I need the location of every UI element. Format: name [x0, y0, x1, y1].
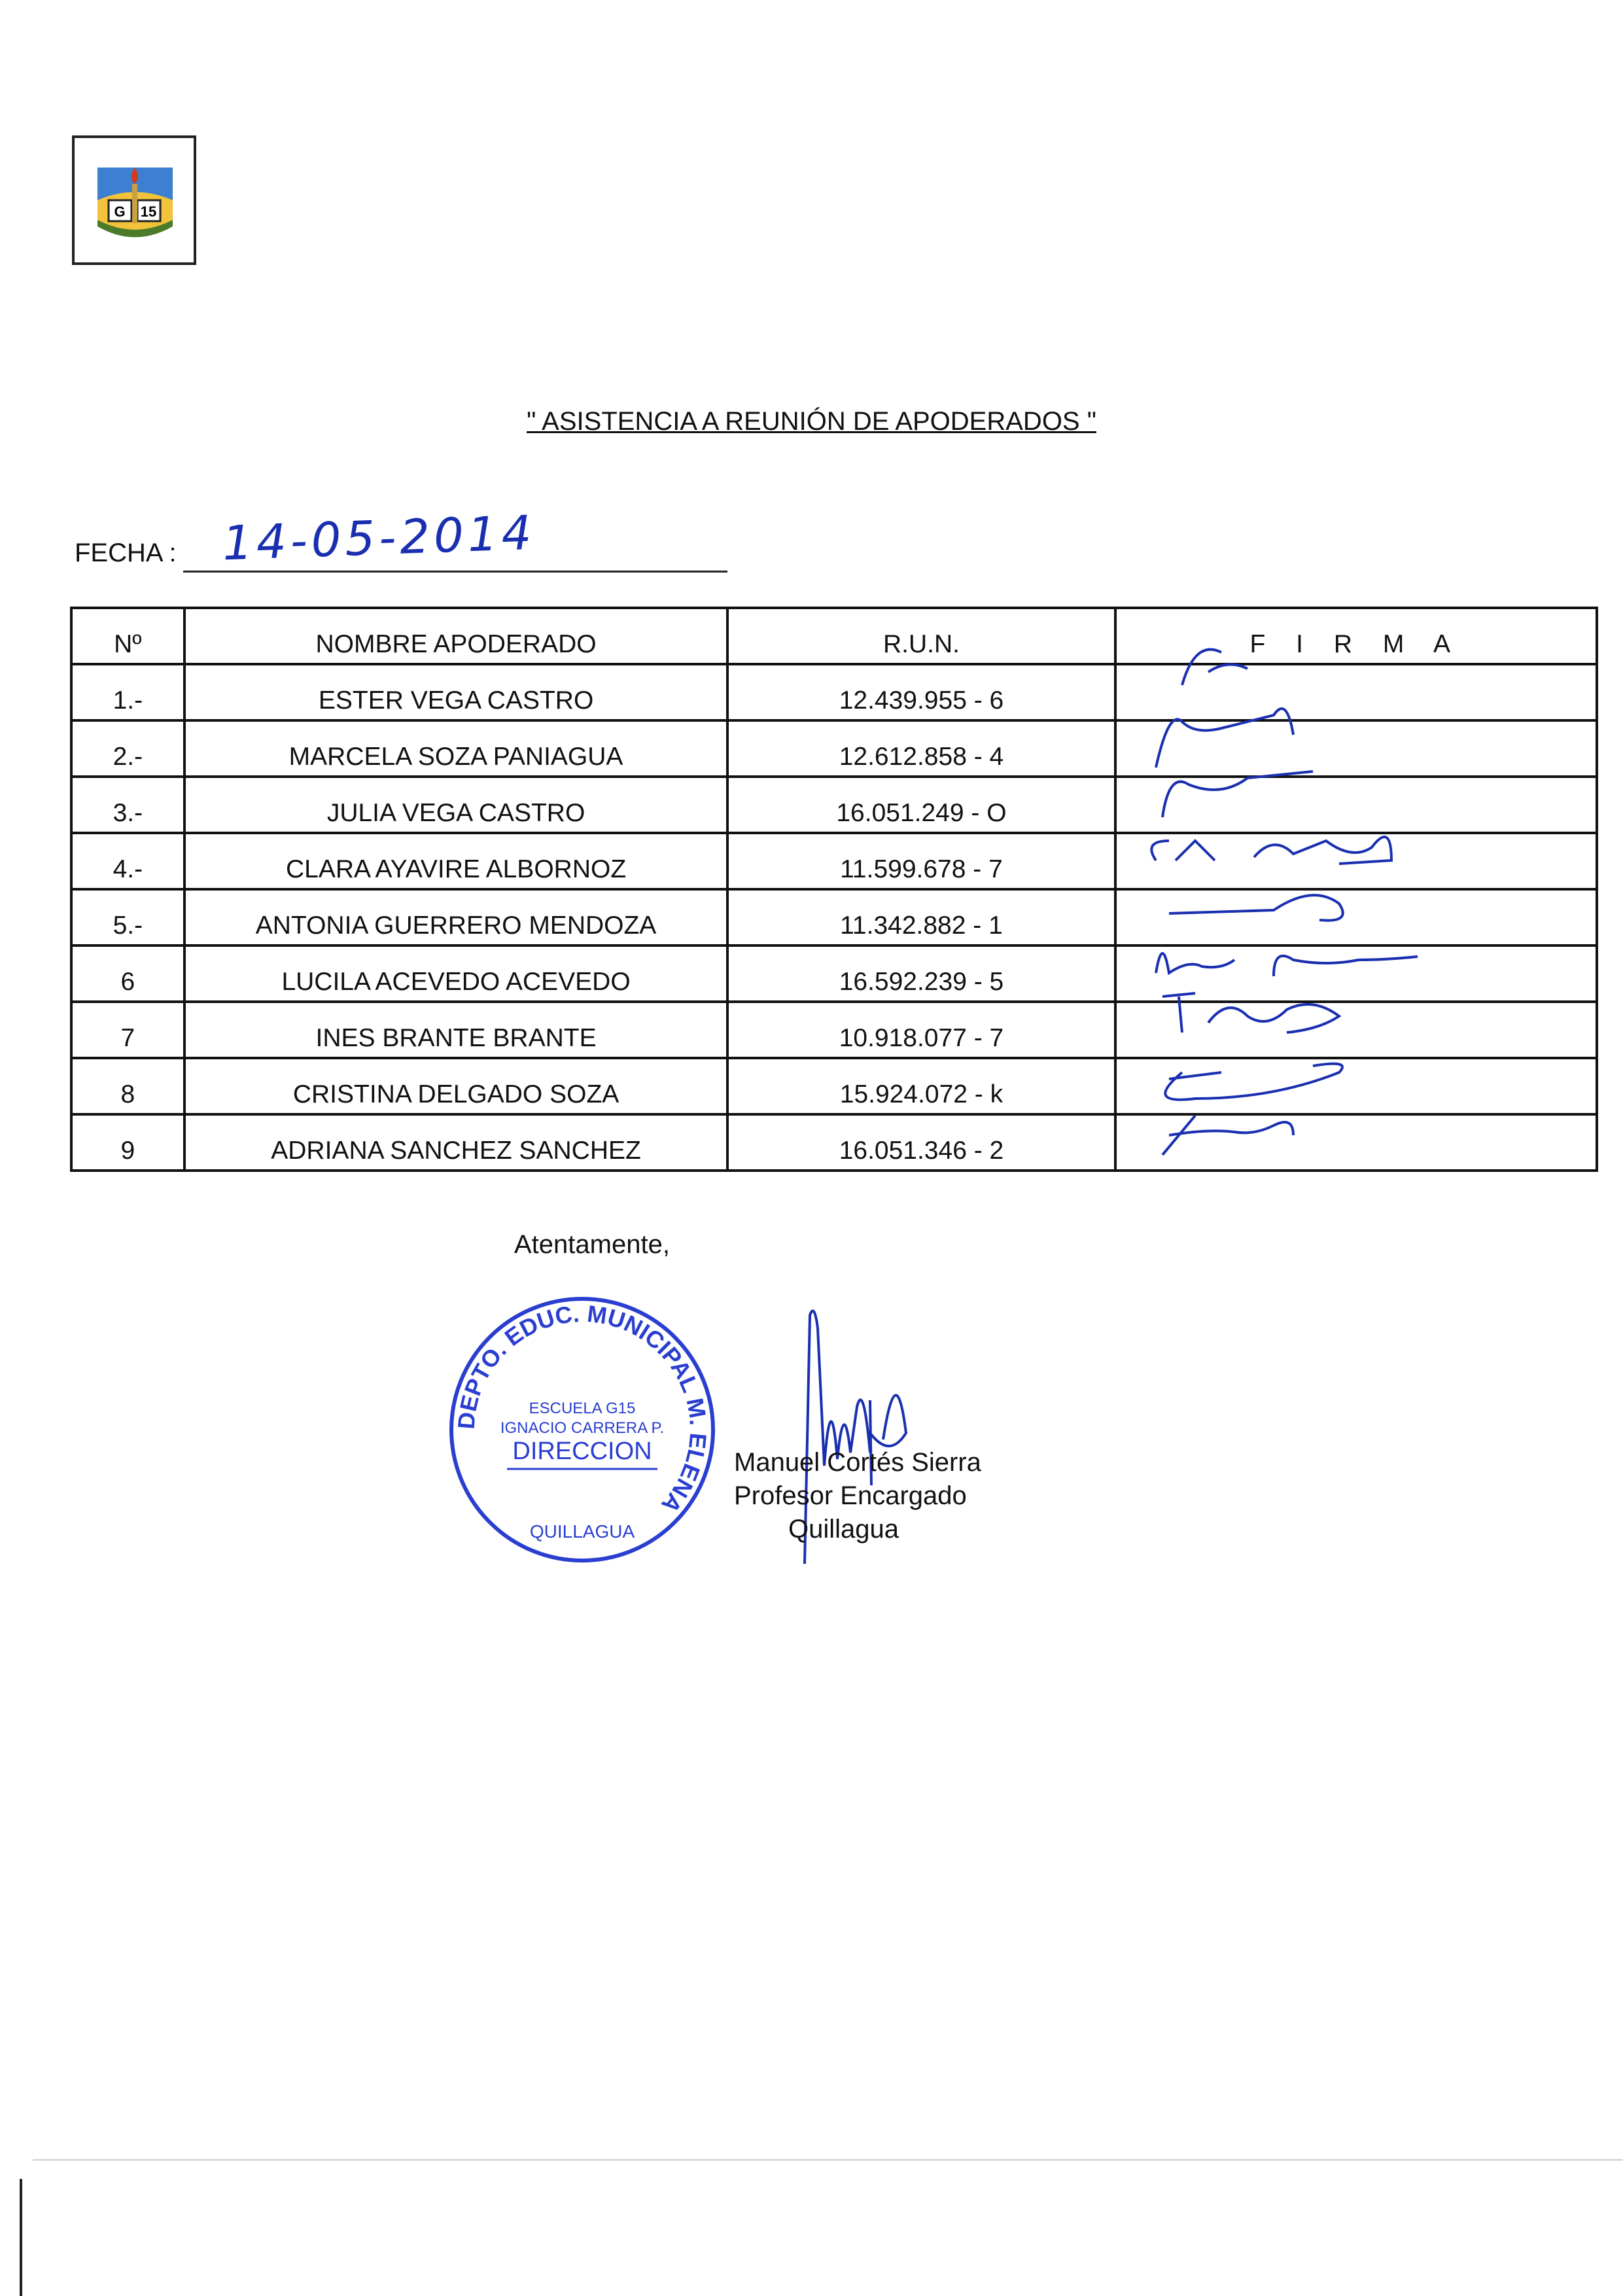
svg-text:15: 15 — [140, 203, 157, 220]
row-number: 4.- — [71, 833, 184, 889]
row-name: ESTER VEGA CASTRO — [184, 664, 728, 720]
svg-text:G: G — [114, 203, 126, 220]
title-text: " ASISTENCIA A REUNIÓN DE APODERADOS " — [527, 407, 1096, 436]
page-edge-line — [33, 2159, 1623, 2161]
row-run: 12.612.858 - 4 — [727, 720, 1115, 777]
row-run: 11.342.882 - 1 — [727, 889, 1115, 945]
row-name: ADRIANA SANCHEZ SANCHEZ — [184, 1114, 728, 1171]
row-number: 3.- — [71, 777, 184, 833]
stamp-bottom-text: QUILLAGUA — [529, 1521, 635, 1542]
row-run: 11.599.678 - 7 — [727, 833, 1115, 889]
fecha-handwritten-value: 14-05-2014 — [221, 504, 536, 571]
row-number: 9 — [71, 1114, 184, 1171]
row-number: 1.- — [71, 664, 184, 720]
stamp-line3: DIRECCION — [512, 1438, 652, 1465]
row-name: JULIA VEGA CASTRO — [184, 777, 728, 833]
attendance-table — [70, 607, 1598, 1172]
table-row — [71, 1114, 1597, 1171]
row-name: ANTONIA GUERRERO MENDOZA — [184, 889, 728, 945]
stamp-line1: ESCUELA G15 — [529, 1400, 636, 1417]
row-number: 8 — [71, 1058, 184, 1114]
row-run: 12.439.955 - 6 — [727, 664, 1115, 720]
stamp-ring-text: DEPTO. EDUC. MUNICIPAL M. ELENA — [452, 1299, 712, 1519]
row-number: 5.- — [71, 889, 184, 945]
row-name: MARCELA SOZA PANIAGUA — [184, 720, 728, 777]
fecha-label: FECHA : — [75, 539, 177, 567]
row-run: 10.918.077 - 7 — [727, 1002, 1115, 1058]
scan-edge-line — [20, 2179, 22, 2296]
signer-block — [734, 1446, 981, 1546]
signer-name: Manuel Cortés Sierra — [734, 1448, 981, 1477]
row-run: 16.051.346 - 2 — [727, 1114, 1115, 1171]
school-logo — [72, 135, 196, 265]
official-stamp — [445, 1292, 720, 1567]
row-name: CRISTINA DELGADO SOZA — [184, 1058, 728, 1114]
header-run: R.U.N. — [727, 608, 1115, 664]
row-run: 15.924.072 - k — [727, 1058, 1115, 1114]
row-number: 7 — [71, 1002, 184, 1058]
row-signature — [1115, 1114, 1597, 1171]
school-crest-icon — [75, 138, 194, 262]
signer-role: Profesor Encargado — [734, 1481, 967, 1510]
handwritten-signature — [1143, 1089, 1470, 1168]
row-name: CLARA AYAVIRE ALBORNOZ — [184, 833, 728, 889]
header-number: Nº — [71, 608, 184, 664]
document-title — [0, 407, 1623, 436]
fecha-underline — [183, 571, 727, 573]
header-firma: F I R M A — [1115, 608, 1597, 664]
row-name: LUCILA ACEVEDO ACEVEDO — [184, 945, 728, 1002]
row-name: INES BRANTE BRANTE — [184, 1002, 728, 1058]
stamp-line2: IGNACIO CARRERA P. — [500, 1419, 665, 1437]
closing-text: Atentamente, — [514, 1230, 670, 1259]
row-number: 2.- — [71, 720, 184, 777]
row-run: 16.592.239 - 5 — [727, 945, 1115, 1002]
row-number: 6 — [71, 945, 184, 1002]
row-run: 16.051.249 - O — [727, 777, 1115, 833]
signer-place: Quillagua — [788, 1515, 899, 1544]
header-name: NOMBRE APODERADO — [184, 608, 728, 664]
